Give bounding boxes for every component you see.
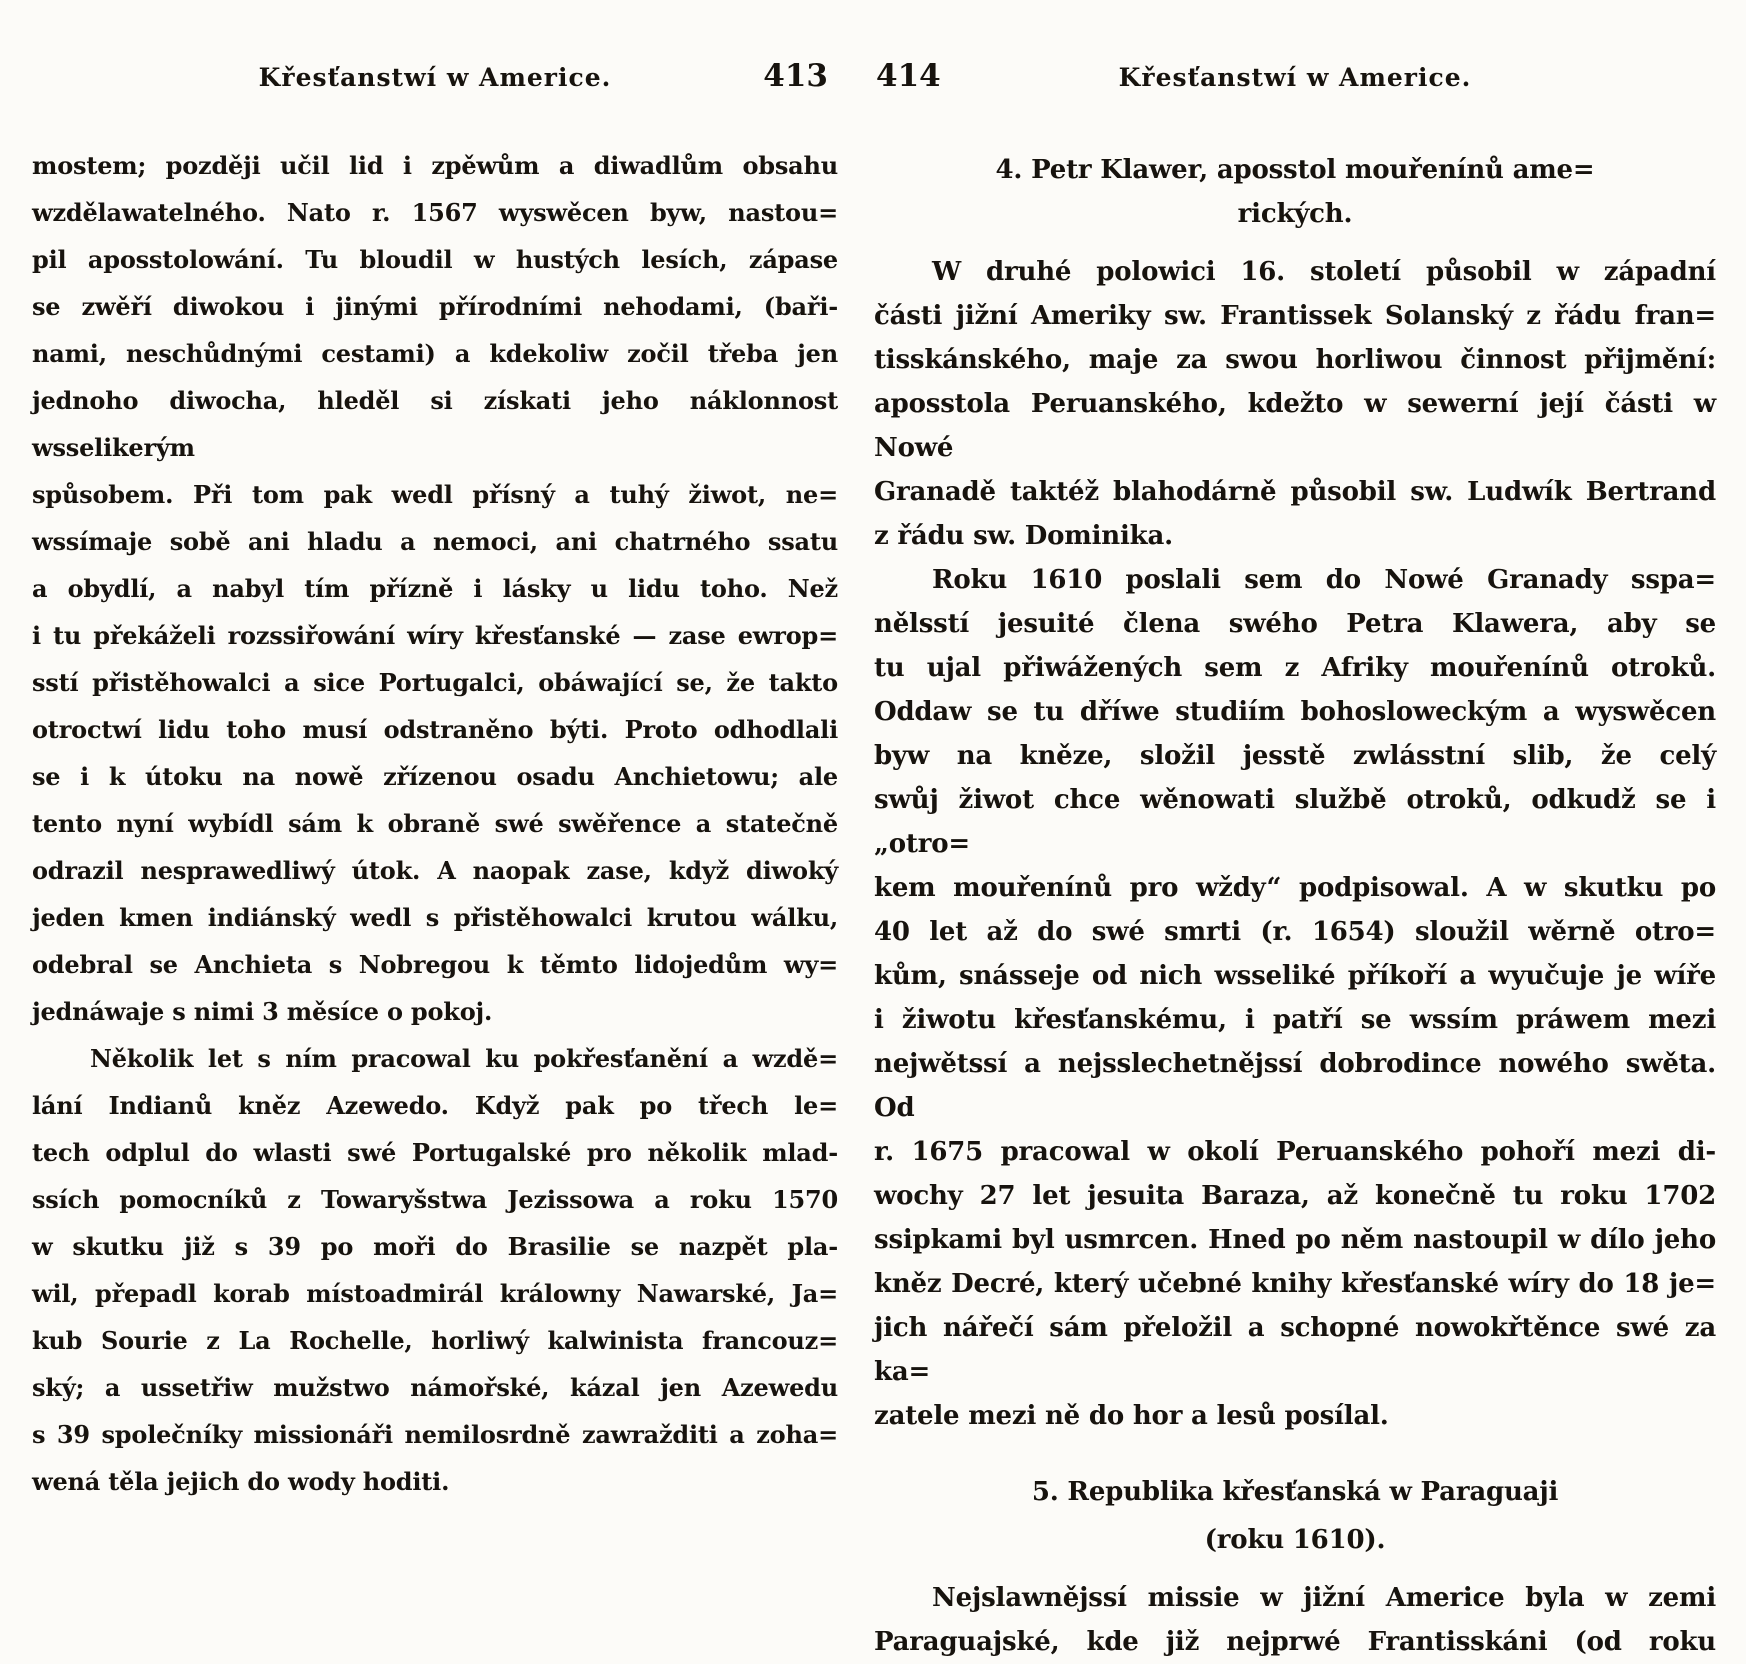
text-line: Roku 1610 poslali sem do Nowé Granady sspa= — [932, 565, 1716, 595]
text-line: kům, snásseje od nich wsseliké příkoří a wyučuje je wíře — [874, 961, 1716, 991]
text-line: ssipkami byl usmrcen. Hned po něm nastoupil w dílo jeho — [874, 1225, 1716, 1255]
heading-line: (roku 1610). — [1204, 1525, 1386, 1555]
text-line: W druhé polowici 16. století působil w západní — [932, 257, 1716, 287]
text-line: otroctwí lidu toho musí odstraněno býti. Proto odhodlali — [32, 715, 838, 744]
text-line: ssích pomocníků z Towaryšstwa Jezissowa a roku 1570 — [32, 1185, 838, 1214]
text-line: wil, přepadl korab místoadmirál králowny Nawarské, Ja= — [32, 1279, 838, 1308]
text-line: se i k útoku na nowě zřízenou osadu Anchietowu; ale — [32, 762, 838, 791]
text-line: kněz Decré, který učebné knihy křesťanské wíry do 18 je= — [874, 1269, 1716, 1299]
text-line: wená těla jejich do wody hoditi. — [32, 1467, 450, 1496]
text-line: a obydlí, a nabyl tím přízně i lásky u lidu toho. Než — [32, 574, 838, 603]
text-line: nami, neschůdnými cestami) a kdekoliw zočil třeba jen — [32, 339, 838, 368]
text-line: jednoho diwocha, hleděl si získati jeho náklonnost wsselikerým — [32, 386, 838, 462]
text-line: zatele mezi ně do hor a lesů posílal. — [874, 1401, 1389, 1431]
text-line: i žiwotu křesťanskému, i patří se wssím práwem mezi — [874, 1005, 1716, 1035]
text-line: swůj žiwot chce wěnowati službě otroků, odkudž se i „otro= — [874, 785, 1716, 859]
text-line: tu ujal přiwážených sem z Afriky mouřenínů otroků. — [874, 653, 1716, 683]
text-line: wzdělawatelného. Nato r. 1567 wyswěcen byw, nastou= — [32, 198, 838, 227]
text-line: nejwětssí a nejsslechetnějssí dobrodince nowého swěta. Od — [874, 1049, 1716, 1123]
heading-line: 4. Petr Klawer, aposstol mouřenínů ame= — [995, 155, 1595, 185]
paragraph — [874, 558, 1716, 1438]
page-body — [874, 148, 1716, 1664]
paragraph — [874, 1576, 1716, 1664]
paragraph — [874, 250, 1716, 558]
text-line: Několik let s ním pracowal ku pokřesťanění a wzdě= — [90, 1044, 838, 1073]
text-line: 40 let až do swé smrti (r. 1654) sloužil wěrně otro= — [874, 917, 1716, 947]
text-line: byw na kněze, složil jesstě zwlásstní slib, že celý — [874, 741, 1716, 771]
section-heading — [874, 1468, 1716, 1564]
text-line: mostem; později učil lid i zpěwům a diwadlům obsahu — [32, 151, 838, 180]
text-line: s 39 společníky missionáři nemilosrdně zawražditi a zoha= — [32, 1420, 838, 1449]
text-line: nělsstí jesuité člena swého Petra Klawera, aby se — [874, 609, 1716, 639]
text-line: i tu překáželi rozssiřowání wíry křesťanské — zase ewrop= — [32, 621, 838, 650]
text-line: aposstola Peruanského, kdežto w sewerní její části w Nowé — [874, 389, 1716, 463]
page-body — [32, 142, 838, 1505]
text-line: Paraguajské, kde již nejprwé Frantisskáni (od roku — [874, 1627, 1716, 1657]
running-title: Křesťanstwí w Americe. — [258, 63, 612, 92]
text-line: ský; a ussetřiw mužstwo námořské, kázal jen Azewedu — [32, 1373, 838, 1402]
text-line: wochy 27 let jesuita Baraza, až konečně tu roku 1702 — [874, 1181, 1716, 1211]
heading-line: 5. Republika křesťanská w Paraguaji — [1031, 1477, 1559, 1507]
text-line: tento nyní wybídl sám k obraně swé swěřence a statečně — [32, 809, 838, 838]
page-number: 413 — [763, 58, 828, 94]
text-line: z řádu sw. Dominika. — [874, 521, 1173, 551]
heading-line: rických. — [1237, 199, 1353, 229]
text-line: odebral se Anchieta s Nobregou k těmto lidojedům wy= — [32, 950, 838, 979]
paragraph — [32, 142, 838, 1035]
text-line: sstí přistěhowalci a sice Portugalci, obáwající se, že takto — [32, 668, 838, 697]
text-line: w skutku již s 39 po moři do Brasilie se nazpět pla- — [32, 1232, 838, 1261]
section-heading — [874, 148, 1716, 236]
text-line: tech odplul do wlasti swé Portugalské pro několik mlad- — [32, 1138, 838, 1167]
text-line: Granadě taktéž blahodárně působil sw. Ludwík Bertrand — [874, 477, 1716, 507]
text-line: jednáwaje s nimi 3 měsíce o pokoj. — [32, 997, 493, 1026]
text-line: tisskánského, maje za swou horliwou činnost přijmění: — [874, 345, 1716, 375]
text-line: jeden kmen indiánský wedl s přistěhowalci krutou wálku, — [32, 903, 838, 932]
text-line: spůsobem. Při tom pak wedl přísný a tuhý žiwot, ne= — [32, 480, 838, 509]
text-line: jich nářečí sám přeložil a schopné nowokřtěnce swé za ka= — [874, 1313, 1716, 1387]
page-number: 414 — [876, 58, 941, 94]
running-title: Křesťanstwí w Americe. — [1118, 63, 1472, 92]
page-header — [32, 58, 838, 104]
text-line: části jižní Ameriky sw. Frantissek Solanský z řádu fran= — [874, 301, 1716, 331]
text-line: odrazil nesprawedliwý útok. A naopak zase, když diwoký — [32, 856, 838, 885]
page-left — [32, 58, 838, 1505]
text-line: se zwěří diwokou i jinými přírodními nehodami, (baři- — [32, 292, 838, 321]
text-line: kem mouřenínů pro wždy“ podpisowal. A w skutku po — [874, 873, 1716, 903]
text-line: pil aposstolowání. Tu bloudil w hustých lesích, zápase — [32, 245, 838, 274]
text-line: Nejslawnějssí missie w jižní Americe byla w zemi — [932, 1583, 1716, 1613]
page-right — [874, 58, 1716, 1664]
text-line: lání Indianů kněz Azewedo. Když pak po třech le= — [32, 1091, 838, 1120]
page-header — [874, 58, 1716, 104]
text-line: wssímaje sobě ani hladu a nemoci, ani chatrného ssatu — [32, 527, 838, 556]
paragraph — [32, 1035, 838, 1505]
text-line: Oddaw se tu dříwe studiím bohosloweckým a wyswěcen — [874, 697, 1716, 727]
text-line: kub Sourie z La Rochelle, horliwý kalwinista francouz= — [32, 1326, 838, 1355]
text-line: r. 1675 pracowal w okolí Peruanského pohoří mezi di- — [874, 1137, 1716, 1167]
